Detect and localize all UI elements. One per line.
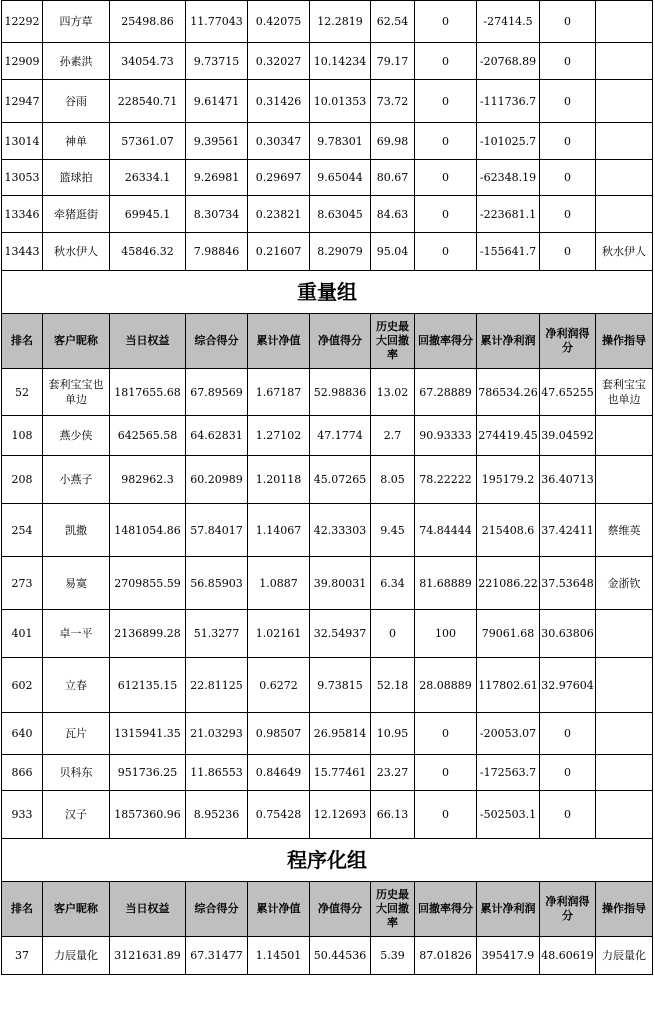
drawdown-score-cell: 78.22222	[415, 456, 477, 504]
name-cell: 力辰量化	[43, 937, 110, 975]
profit-score-cell: 0	[540, 1, 596, 43]
nav-cell: 0.21607	[248, 233, 310, 271]
profit-score-cell: 37.42411	[540, 504, 596, 557]
equity-cell: 1857360.96	[110, 791, 186, 839]
nav-score-cell: 10.01353	[310, 80, 371, 123]
drawdown-cell: 13.02	[371, 369, 415, 416]
profit-cell: 215408.6	[477, 504, 540, 557]
column-header: 操作指导	[596, 314, 653, 369]
rank-cell: 208	[2, 456, 43, 504]
drawdown-cell: 73.72	[371, 80, 415, 123]
nav-cell: 1.14067	[248, 504, 310, 557]
nav-cell: 1.0887	[248, 557, 310, 610]
profit-cell: 395417.9	[477, 937, 540, 975]
column-header: 综合得分	[186, 314, 248, 369]
profit-cell: -20053.07	[477, 713, 540, 755]
score-cell: 51.3277	[186, 610, 248, 658]
column-header: 历史最大回撤率	[371, 314, 415, 369]
equity-cell: 982962.3	[110, 456, 186, 504]
ranking-sheet	[1, 0, 654, 975]
column-header: 净利润得分	[540, 882, 596, 937]
table-row	[2, 123, 653, 160]
column-header: 客户昵称	[43, 314, 110, 369]
score-cell: 64.62831	[186, 416, 248, 456]
guide-cell	[596, 1, 653, 43]
name-cell: 牵猪逛街	[43, 196, 110, 233]
score-cell: 9.26981	[186, 160, 248, 196]
profit-cell: 195179.2	[477, 456, 540, 504]
score-cell: 67.89569	[186, 369, 248, 416]
column-header: 当日权益	[110, 882, 186, 937]
rank-cell: 108	[2, 416, 43, 456]
name-cell: 篮球拍	[43, 160, 110, 196]
guide-cell: 力辰量化	[596, 937, 653, 975]
profit-cell: -223681.1	[477, 196, 540, 233]
nav-score-cell: 26.95814	[310, 713, 371, 755]
table-row	[2, 43, 653, 80]
profit-score-cell: 47.65255	[540, 369, 596, 416]
ranking-table-body	[2, 1, 653, 975]
equity-cell: 612135.15	[110, 658, 186, 713]
table-row	[2, 80, 653, 123]
table-row	[2, 557, 653, 610]
guide-cell: 金浙钦	[596, 557, 653, 610]
rank-cell: 933	[2, 791, 43, 839]
drawdown-score-cell: 90.93333	[415, 416, 477, 456]
name-cell: 谷雨	[43, 80, 110, 123]
drawdown-score-cell: 67.28889	[415, 369, 477, 416]
name-cell: 凯撒	[43, 504, 110, 557]
profit-score-cell: 37.53648	[540, 557, 596, 610]
drawdown-cell: 79.17	[371, 43, 415, 80]
rank-cell: 52	[2, 369, 43, 416]
profit-cell: -111736.7	[477, 80, 540, 123]
nav-cell: 0.29697	[248, 160, 310, 196]
table-row	[2, 1, 653, 43]
score-cell: 21.03293	[186, 713, 248, 755]
nav-cell: 0.32027	[248, 43, 310, 80]
table-row	[2, 369, 653, 416]
column-header: 回撤率得分	[415, 882, 477, 937]
equity-cell: 228540.71	[110, 80, 186, 123]
profit-cell: -172563.7	[477, 755, 540, 791]
rank-cell: 13014	[2, 123, 43, 160]
profit-score-cell: 0	[540, 196, 596, 233]
nav-score-cell: 9.73815	[310, 658, 371, 713]
drawdown-cell: 95.04	[371, 233, 415, 271]
guide-cell	[596, 713, 653, 755]
equity-cell: 1817655.68	[110, 369, 186, 416]
drawdown-score-cell: 100	[415, 610, 477, 658]
equity-cell: 45846.32	[110, 233, 186, 271]
score-cell: 57.84017	[186, 504, 248, 557]
nav-cell: 1.27102	[248, 416, 310, 456]
score-cell: 60.20989	[186, 456, 248, 504]
table-row	[2, 456, 653, 504]
drawdown-score-cell: 0	[415, 43, 477, 80]
profit-score-cell: 36.40713	[540, 456, 596, 504]
table-row	[2, 160, 653, 196]
nav-score-cell: 12.12693	[310, 791, 371, 839]
nav-score-cell: 9.78301	[310, 123, 371, 160]
rank-cell: 13443	[2, 233, 43, 271]
profit-score-cell: 32.97604	[540, 658, 596, 713]
nav-cell: 0.23821	[248, 196, 310, 233]
drawdown-cell: 23.27	[371, 755, 415, 791]
nav-score-cell: 8.63045	[310, 196, 371, 233]
table-row	[2, 196, 653, 233]
profit-cell: -502503.1	[477, 791, 540, 839]
nav-score-cell: 39.80031	[310, 557, 371, 610]
guide-cell	[596, 123, 653, 160]
table-row	[2, 233, 653, 271]
equity-cell: 2709855.59	[110, 557, 186, 610]
equity-cell: 3121631.89	[110, 937, 186, 975]
profit-cell: -62348.19	[477, 160, 540, 196]
program-section-title: 程序化组	[2, 839, 653, 882]
nav-score-cell: 12.2819	[310, 1, 371, 43]
column-header: 净值得分	[310, 314, 371, 369]
nav-score-cell: 47.1774	[310, 416, 371, 456]
program-section-title-row	[2, 839, 653, 882]
guide-cell: 套利宝宝也单边	[596, 369, 653, 416]
column-header: 历史最大回撤率	[371, 882, 415, 937]
nav-score-cell: 50.44536	[310, 937, 371, 975]
nav-cell: 0.31426	[248, 80, 310, 123]
equity-cell: 26334.1	[110, 160, 186, 196]
name-cell: 秋水伊人	[43, 233, 110, 271]
header-row	[2, 314, 653, 369]
profit-score-cell: 30.63806	[540, 610, 596, 658]
equity-cell: 69945.1	[110, 196, 186, 233]
equity-cell: 642565.58	[110, 416, 186, 456]
column-header: 客户昵称	[43, 882, 110, 937]
profit-cell: -27414.5	[477, 1, 540, 43]
column-header: 累计净值	[248, 314, 310, 369]
heavy-section-title-row	[2, 271, 653, 314]
profit-score-cell: 48.60619	[540, 937, 596, 975]
nav-cell: 0.42075	[248, 1, 310, 43]
nav-cell: 1.14501	[248, 937, 310, 975]
guide-cell: 蔡维英	[596, 504, 653, 557]
nav-score-cell: 45.07265	[310, 456, 371, 504]
profit-score-cell: 0	[540, 123, 596, 160]
drawdown-score-cell: 0	[415, 1, 477, 43]
drawdown-score-cell: 0	[415, 233, 477, 271]
rank-cell: 602	[2, 658, 43, 713]
score-cell: 22.81125	[186, 658, 248, 713]
rank-cell: 13346	[2, 196, 43, 233]
drawdown-score-cell: 0	[415, 160, 477, 196]
name-cell: 套利宝宝也单边	[43, 369, 110, 416]
profit-cell: -101025.7	[477, 123, 540, 160]
drawdown-score-cell: 0	[415, 713, 477, 755]
equity-cell: 57361.07	[110, 123, 186, 160]
profit-cell: 79061.68	[477, 610, 540, 658]
profit-score-cell: 0	[540, 755, 596, 791]
name-cell: 四方草	[43, 1, 110, 43]
table-row	[2, 937, 653, 975]
rank-cell: 12909	[2, 43, 43, 80]
rank-cell: 273	[2, 557, 43, 610]
profit-score-cell: 0	[540, 80, 596, 123]
nav-cell: 0.6272	[248, 658, 310, 713]
score-cell: 9.61471	[186, 80, 248, 123]
drawdown-cell: 0	[371, 610, 415, 658]
table-row	[2, 504, 653, 557]
ranking-table	[1, 0, 653, 975]
column-header: 排名	[2, 882, 43, 937]
profit-cell: -155641.7	[477, 233, 540, 271]
drawdown-cell: 69.98	[371, 123, 415, 160]
column-header: 操作指导	[596, 882, 653, 937]
nav-cell: 1.67187	[248, 369, 310, 416]
drawdown-cell: 52.18	[371, 658, 415, 713]
drawdown-cell: 66.13	[371, 791, 415, 839]
drawdown-cell: 10.95	[371, 713, 415, 755]
name-cell: 立春	[43, 658, 110, 713]
drawdown-score-cell: 0	[415, 123, 477, 160]
column-header: 综合得分	[186, 882, 248, 937]
score-cell: 7.98846	[186, 233, 248, 271]
drawdown-cell: 9.45	[371, 504, 415, 557]
rank-cell: 13053	[2, 160, 43, 196]
column-header: 当日权益	[110, 314, 186, 369]
nav-cell: 0.30347	[248, 123, 310, 160]
score-cell: 67.31477	[186, 937, 248, 975]
rank-cell: 12947	[2, 80, 43, 123]
table-row	[2, 416, 653, 456]
drawdown-score-cell: 0	[415, 80, 477, 123]
profit-score-cell: 39.04592	[540, 416, 596, 456]
guide-cell	[596, 196, 653, 233]
equity-cell: 34054.73	[110, 43, 186, 80]
name-cell: 神单	[43, 123, 110, 160]
rank-cell: 401	[2, 610, 43, 658]
nav-score-cell: 52.98836	[310, 369, 371, 416]
rank-cell: 12292	[2, 1, 43, 43]
drawdown-score-cell: 81.68889	[415, 557, 477, 610]
guide-cell	[596, 43, 653, 80]
name-cell: 小燕子	[43, 456, 110, 504]
table-row	[2, 658, 653, 713]
equity-cell: 951736.25	[110, 755, 186, 791]
score-cell: 8.30734	[186, 196, 248, 233]
drawdown-cell: 5.39	[371, 937, 415, 975]
nav-score-cell: 10.14234	[310, 43, 371, 80]
guide-cell	[596, 610, 653, 658]
drawdown-cell: 8.05	[371, 456, 415, 504]
drawdown-cell: 80.67	[371, 160, 415, 196]
rank-cell: 640	[2, 713, 43, 755]
nav-cell: 1.20118	[248, 456, 310, 504]
drawdown-score-cell: 28.08889	[415, 658, 477, 713]
profit-score-cell: 0	[540, 160, 596, 196]
column-header: 累计净值	[248, 882, 310, 937]
guide-cell	[596, 456, 653, 504]
column-header: 净利润得分	[540, 314, 596, 369]
equity-cell: 25498.86	[110, 1, 186, 43]
guide-cell: 秋水伊人	[596, 233, 653, 271]
rank-cell: 37	[2, 937, 43, 975]
equity-cell: 1481054.86	[110, 504, 186, 557]
score-cell: 11.77043	[186, 1, 248, 43]
column-header: 回撤率得分	[415, 314, 477, 369]
score-cell: 9.39561	[186, 123, 248, 160]
column-header: 累计净利润	[477, 314, 540, 369]
profit-cell: 221086.22	[477, 557, 540, 610]
column-header: 排名	[2, 314, 43, 369]
table-row	[2, 713, 653, 755]
profit-score-cell: 0	[540, 233, 596, 271]
drawdown-score-cell: 87.01826	[415, 937, 477, 975]
equity-cell: 2136899.28	[110, 610, 186, 658]
guide-cell	[596, 160, 653, 196]
nav-score-cell: 15.77461	[310, 755, 371, 791]
header-row	[2, 882, 653, 937]
drawdown-score-cell: 0	[415, 755, 477, 791]
profit-cell: 274419.45	[477, 416, 540, 456]
score-cell: 9.73715	[186, 43, 248, 80]
name-cell: 易寞	[43, 557, 110, 610]
drawdown-cell: 84.63	[371, 196, 415, 233]
score-cell: 56.85903	[186, 557, 248, 610]
profit-cell: 117802.61	[477, 658, 540, 713]
nav-score-cell: 9.65044	[310, 160, 371, 196]
drawdown-score-cell: 0	[415, 196, 477, 233]
name-cell: 瓦片	[43, 713, 110, 755]
name-cell: 燕少侠	[43, 416, 110, 456]
guide-cell	[596, 416, 653, 456]
guide-cell	[596, 80, 653, 123]
rank-cell: 254	[2, 504, 43, 557]
nav-cell: 1.02161	[248, 610, 310, 658]
guide-cell	[596, 658, 653, 713]
nav-score-cell: 42.33303	[310, 504, 371, 557]
name-cell: 贝科东	[43, 755, 110, 791]
drawdown-cell: 62.54	[371, 1, 415, 43]
guide-cell	[596, 755, 653, 791]
column-header: 累计净利润	[477, 882, 540, 937]
drawdown-score-cell: 74.84444	[415, 504, 477, 557]
rank-cell: 866	[2, 755, 43, 791]
table-row	[2, 755, 653, 791]
column-header: 净值得分	[310, 882, 371, 937]
nav-cell: 0.84649	[248, 755, 310, 791]
equity-cell: 1315941.35	[110, 713, 186, 755]
nav-cell: 0.75428	[248, 791, 310, 839]
nav-score-cell: 8.29079	[310, 233, 371, 271]
score-cell: 11.86553	[186, 755, 248, 791]
profit-score-cell: 0	[540, 713, 596, 755]
drawdown-cell: 6.34	[371, 557, 415, 610]
table-row	[2, 610, 653, 658]
name-cell: 孙素洪	[43, 43, 110, 80]
profit-cell: 786534.26	[477, 369, 540, 416]
nav-cell: 0.98507	[248, 713, 310, 755]
heavy-section-title: 重量组	[2, 271, 653, 314]
name-cell: 汉子	[43, 791, 110, 839]
drawdown-cell: 2.7	[371, 416, 415, 456]
name-cell: 卓一平	[43, 610, 110, 658]
profit-cell: -20768.89	[477, 43, 540, 80]
nav-score-cell: 32.54937	[310, 610, 371, 658]
profit-score-cell: 0	[540, 791, 596, 839]
table-row	[2, 791, 653, 839]
drawdown-score-cell: 0	[415, 791, 477, 839]
score-cell: 8.95236	[186, 791, 248, 839]
profit-score-cell: 0	[540, 43, 596, 80]
guide-cell	[596, 791, 653, 839]
